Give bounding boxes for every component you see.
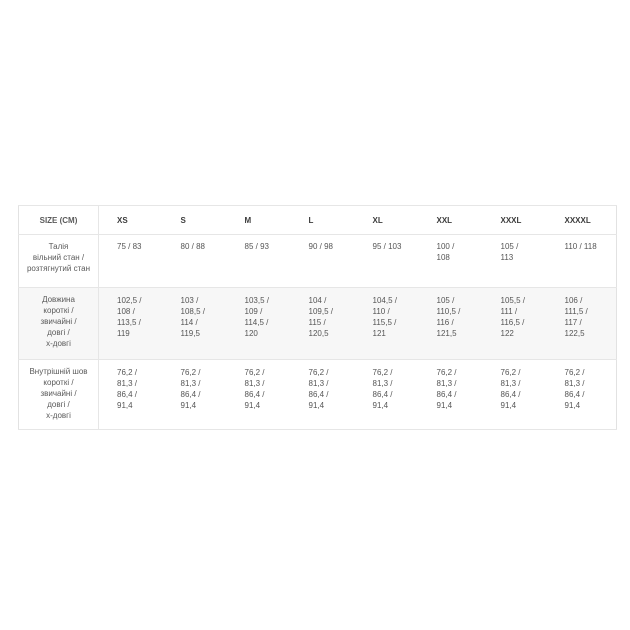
size-header-xs: XS bbox=[99, 206, 163, 235]
size-header-l: L bbox=[291, 206, 355, 235]
table-row-waist bbox=[19, 235, 617, 288]
table-cell bbox=[291, 288, 355, 360]
row-label-waist: Талія вільний стан / розтягнутий стан bbox=[26, 242, 91, 273]
table-row-length bbox=[19, 288, 617, 360]
cell-value: 103 / 108,5 / 114 / 119,5 bbox=[180, 296, 205, 338]
cell-value: 103,5 / 109 / 114,5 / 120 bbox=[244, 296, 269, 338]
table-cell bbox=[547, 288, 617, 360]
cell-value: 76,2 / 81,3 / 86,4 / 91,4 bbox=[117, 368, 138, 410]
table-cell bbox=[99, 288, 163, 360]
row-label-length: Довжина короткі / звичайні / довгі / х-довгі bbox=[40, 295, 77, 348]
row-label-cell bbox=[19, 235, 99, 288]
table-cell bbox=[163, 235, 227, 288]
table-cell bbox=[419, 288, 483, 360]
size-header-xxl: XXL bbox=[419, 206, 483, 235]
table-cell bbox=[483, 360, 547, 430]
size-header-xxxl: XXXL bbox=[483, 206, 547, 235]
cell-value: 76,2 / 81,3 / 86,4 / 91,4 bbox=[500, 368, 521, 410]
cell-value: 100 / 108 bbox=[436, 242, 455, 262]
table-cell bbox=[547, 360, 617, 430]
cell-value: 102,5 / 108 / 113,5 / 119 bbox=[117, 296, 142, 338]
table-cell bbox=[227, 235, 291, 288]
cell-value: 104 / 109,5 / 115 / 120,5 bbox=[308, 296, 333, 338]
table-cell bbox=[355, 235, 419, 288]
table-cell bbox=[355, 360, 419, 430]
row-label-cell bbox=[19, 360, 99, 430]
size-header-xxxxl: XXXXL bbox=[547, 206, 617, 235]
row-label-cell bbox=[19, 288, 99, 360]
cell-value: 106 / 111,5 / 117 / 122,5 bbox=[564, 296, 588, 338]
cell-value: 105 / 113 bbox=[500, 242, 519, 262]
size-chart-table bbox=[18, 205, 617, 430]
cell-value: 75 / 83 bbox=[117, 242, 142, 251]
cell-value: 76,2 / 81,3 / 86,4 / 91,4 bbox=[244, 368, 265, 410]
cell-value: 95 / 103 bbox=[372, 242, 402, 251]
table-cell bbox=[483, 235, 547, 288]
size-header-m: M bbox=[227, 206, 291, 235]
table-cell bbox=[419, 360, 483, 430]
size-header-s: S bbox=[163, 206, 227, 235]
cell-value: 85 / 93 bbox=[244, 242, 269, 251]
table-cell bbox=[419, 235, 483, 288]
cell-value: 105,5 / 111 / 116,5 / 122 bbox=[500, 296, 525, 338]
cell-value: 76,2 / 81,3 / 86,4 / 91,4 bbox=[372, 368, 393, 410]
table-cell bbox=[163, 360, 227, 430]
cell-value: 76,2 / 81,3 / 86,4 / 91,4 bbox=[308, 368, 329, 410]
table-row-inseam bbox=[19, 360, 617, 430]
table-cell bbox=[163, 288, 227, 360]
table-cell bbox=[227, 360, 291, 430]
cell-value: 105 / 110,5 / 116 / 121,5 bbox=[436, 296, 461, 338]
table-header-row bbox=[19, 206, 617, 235]
table-cell bbox=[291, 360, 355, 430]
cell-value: 76,2 / 81,3 / 86,4 / 91,4 bbox=[564, 368, 585, 410]
cell-value: 110 / 118 bbox=[564, 242, 597, 251]
table-cell bbox=[355, 288, 419, 360]
table-cell bbox=[291, 235, 355, 288]
table-cell bbox=[483, 288, 547, 360]
table-cell bbox=[227, 288, 291, 360]
cell-value: 76,2 / 81,3 / 86,4 / 91,4 bbox=[436, 368, 457, 410]
table-cell bbox=[547, 235, 617, 288]
row-label-inseam: Внутрішній шов короткі / звичайні / довгі / х-довгі bbox=[29, 367, 88, 420]
header-label-cell bbox=[19, 206, 99, 235]
table-cell bbox=[99, 360, 163, 430]
cell-value: 90 / 98 bbox=[308, 242, 333, 251]
cell-value: 80 / 88 bbox=[180, 242, 205, 251]
size-header-xl: XL bbox=[355, 206, 419, 235]
header-label: SIZE (CM) bbox=[39, 215, 78, 225]
cell-value: 76,2 / 81,3 / 86,4 / 91,4 bbox=[180, 368, 201, 410]
cell-value: 104,5 / 110 / 115,5 / 121 bbox=[372, 296, 397, 338]
table-cell bbox=[99, 235, 163, 288]
